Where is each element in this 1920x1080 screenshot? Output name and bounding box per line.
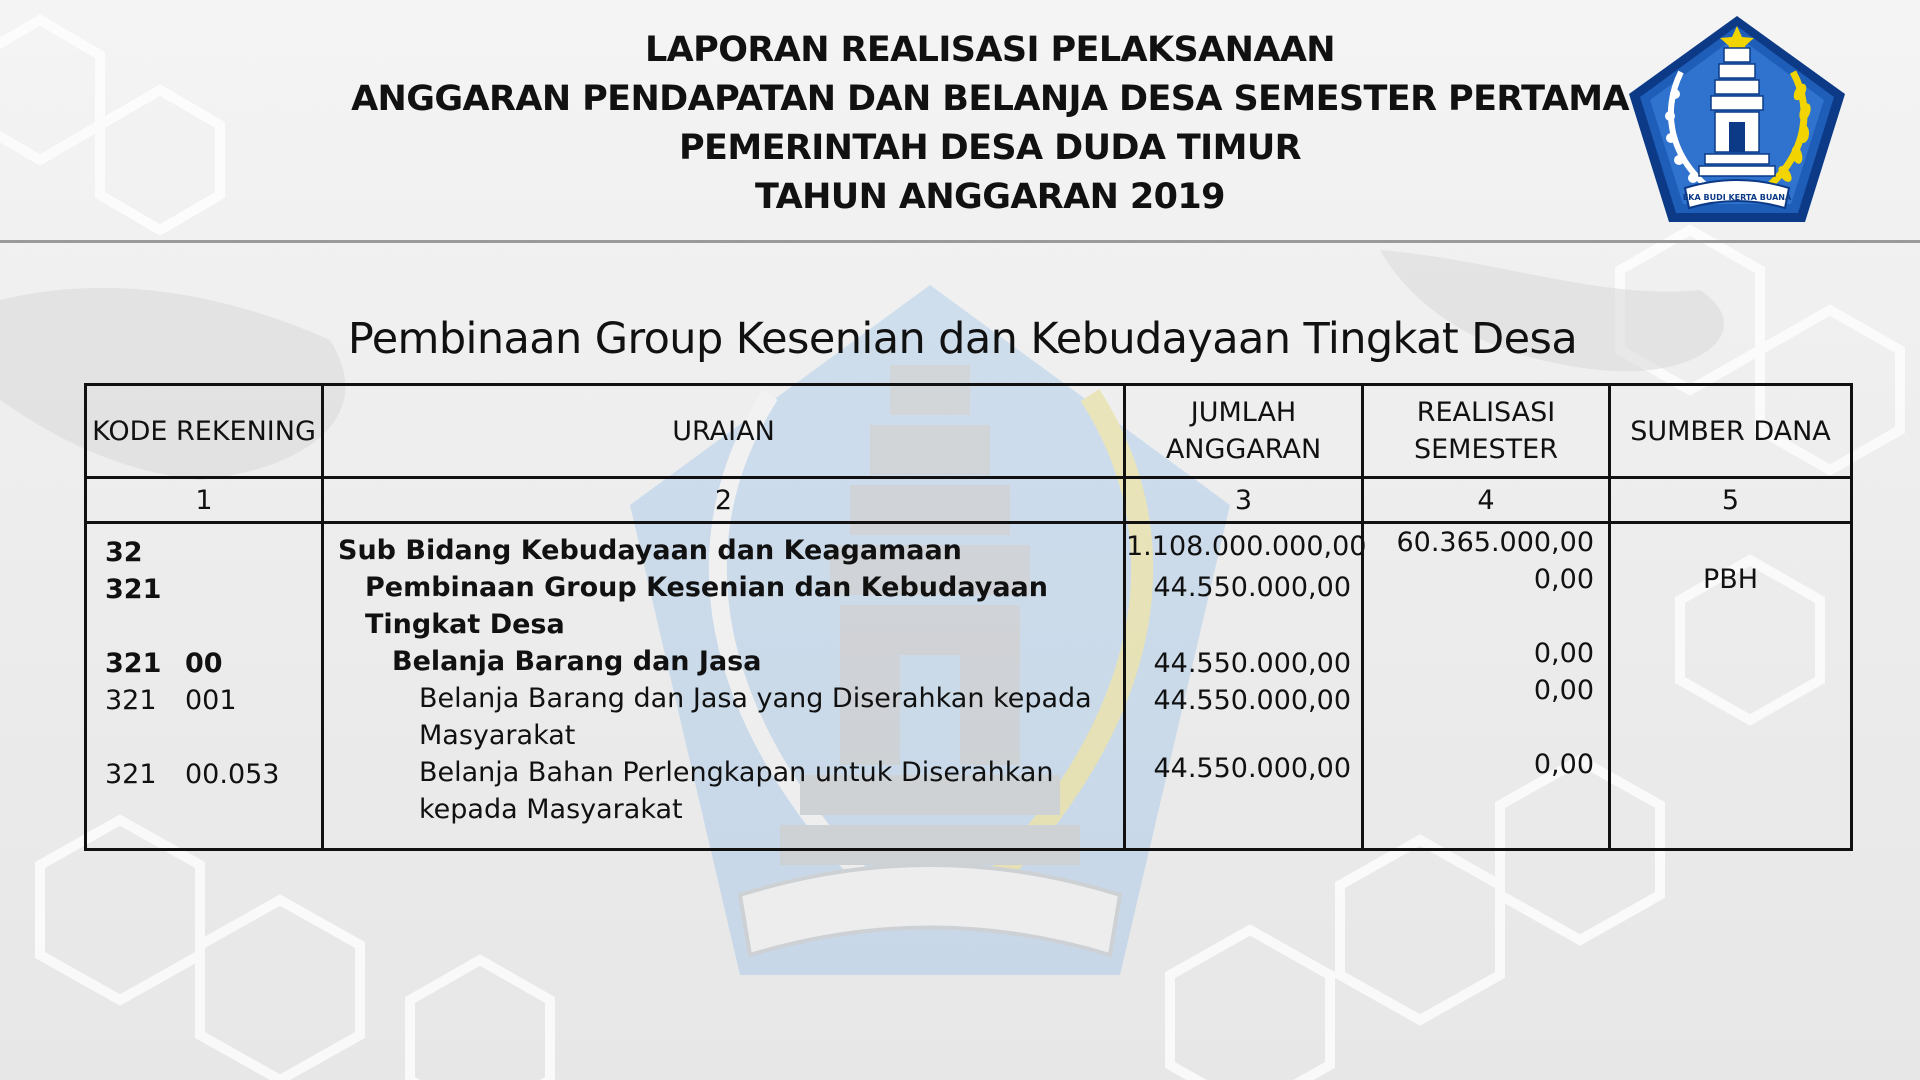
table-row-desc: Belanja Barang dan Jasa (392, 646, 762, 677)
table-row-anggaran: 44.550.000,00 (1153, 753, 1351, 784)
table-row-desc: Belanja Bahan Perlengkapan untuk Diserahkan kepada Masyarakat (419, 757, 1054, 825)
table-row-realisasi: 0,00 (1533, 638, 1594, 669)
col-header-jumlah-anggaran (1125, 385, 1363, 478)
table-row-anggaran: 1.108.000.000,00 (1126, 531, 1367, 562)
col-header-kode-rekening: KODE REKENING (86, 385, 323, 478)
table-row-code (105, 571, 321, 645)
table-row-realisasi: 60.365.000,00 (1396, 527, 1594, 558)
col-number-4: 4 (1363, 478, 1610, 523)
code-primary: 321 (105, 759, 157, 790)
table-row-anggaran: 44.550.000,00 (1153, 685, 1351, 716)
table-row-desc: Pembinaan Group Kesenian dan Kebudayaan Tingkat Desa (365, 572, 1048, 640)
regency-emblem-logo (1625, 12, 1850, 227)
column-number-row (86, 478, 1852, 523)
title-line-3: PEMERINTAH DESA DUDA TIMUR (678, 128, 1302, 168)
realisasi-semester-column (1363, 523, 1610, 850)
table-row-realisasi: 0,00 (1533, 564, 1594, 595)
budget-realization-table (84, 383, 1853, 851)
col-header-uraian: URAIAN (323, 385, 1125, 478)
col-number-2: 2 (323, 478, 1125, 523)
col-header-jumlah-anggaran-label: JUMLAH ANGGARAN (1165, 397, 1322, 465)
report-title (330, 26, 1650, 222)
table-row-code (105, 682, 321, 756)
title-line-1: LAPORAN REALISASI PELAKSANAAN (644, 30, 1336, 70)
table-row-desc: Belanja Barang dan Jasa yang Diserahkan kepada Masyarakat (419, 683, 1092, 751)
table-row-realisasi: 0,00 (1533, 675, 1594, 706)
code-primary: 321 (105, 685, 157, 716)
col-header-realisasi-semester (1363, 385, 1610, 478)
col-number-3: 3 (1125, 478, 1363, 523)
col-header-realisasi-semester-label: REALISASI SEMESTER (1413, 397, 1558, 465)
col-number-5: 5 (1610, 478, 1852, 523)
table-row-code (105, 756, 321, 830)
description-column (323, 523, 1125, 850)
title-line-2: ANGGARAN PENDAPATAN DAN BELANJA DESA SEMESTER PERTAMA (351, 79, 1629, 119)
code-primary: 321 (105, 574, 162, 605)
code-secondary: 00.053 (185, 759, 280, 790)
code-primary: 321 (105, 648, 162, 679)
code-secondary: 001 (185, 685, 237, 716)
table-row-desc: Sub Bidang Kebudayaan dan Keagamaan (338, 535, 962, 566)
table-row-anggaran: 44.550.000,00 (1153, 572, 1351, 603)
code-primary: 32 (105, 537, 143, 568)
report-header (0, 0, 1920, 243)
sumber-dana-column (1610, 523, 1852, 850)
col-number-1: 1 (86, 478, 323, 523)
table-row-code (105, 645, 321, 682)
title-line-4: TAHUN ANGGARAN 2019 (755, 177, 1225, 217)
table-row-realisasi: 0,00 (1533, 749, 1594, 780)
section-subtitle: Pembinaan Group Kesenian dan Kebudayaan Tingkat Desa (347, 314, 1578, 364)
table-row-anggaran: 44.550.000,00 (1153, 648, 1351, 679)
logo-motto: EKA BUDI KERTA BUANA (1682, 193, 1792, 202)
table-body (86, 523, 1852, 850)
table-row-code (105, 534, 321, 571)
col-header-sumber-dana: SUMBER DANA (1610, 385, 1852, 478)
table-header-row (86, 385, 1852, 478)
table-row-sumber-dana: PBH (1702, 564, 1759, 595)
code-column (86, 523, 323, 850)
code-secondary: 00 (185, 648, 223, 679)
jumlah-anggaran-column (1125, 523, 1367, 850)
